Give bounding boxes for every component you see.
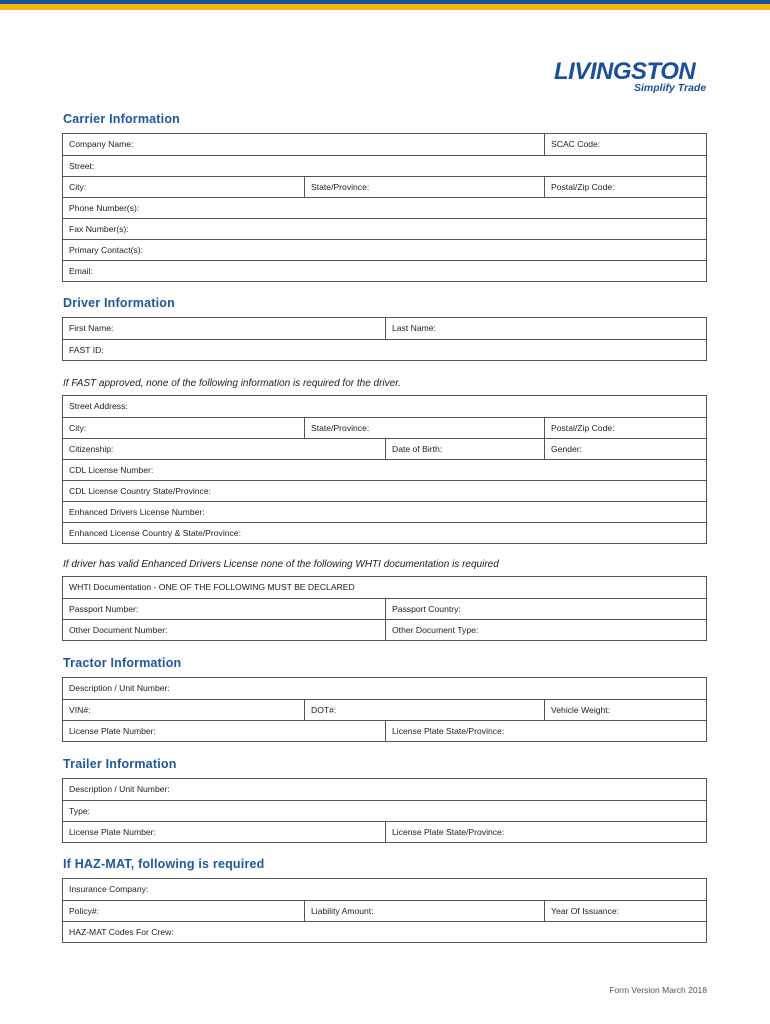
cdl-country-field[interactable]: CDL License Country State/Province:: [69, 486, 212, 496]
livingston-logo: [550, 52, 710, 98]
trailer-plate-state-field[interactable]: License Plate State/Province:: [385, 822, 706, 842]
citizenship-field[interactable]: Citizenship:: [69, 444, 114, 454]
policy-field[interactable]: Policy#:: [69, 906, 100, 916]
trailer-table: [62, 778, 707, 843]
street-address-field[interactable]: Street Address:: [69, 401, 128, 411]
phone-field[interactable]: Phone Number(s):: [69, 203, 140, 213]
driver-table: [62, 317, 707, 361]
fast-note: If FAST approved, none of the following information is required for the driver.: [63, 378, 401, 389]
table-row: [63, 501, 706, 522]
last-name-field[interactable]: Last Name:: [385, 318, 706, 339]
table-row: [63, 176, 706, 197]
hazmat-table: [62, 878, 707, 943]
liability-amount-field[interactable]: Liability Amount:: [304, 901, 544, 921]
table-row: [63, 921, 706, 942]
date-of-birth-field[interactable]: Date of Birth:: [385, 439, 544, 459]
driver-postal-field[interactable]: Postal/Zip Code:: [544, 418, 706, 438]
trailer-section-title: Trailer Information: [63, 757, 177, 771]
gender-field[interactable]: Gender:: [544, 439, 706, 459]
table-row: [63, 260, 706, 281]
scac-code-field[interactable]: SCAC Code:: [544, 134, 706, 155]
table-row: [63, 459, 706, 480]
driver-city-field[interactable]: City:: [69, 423, 87, 433]
whti-table: [62, 576, 707, 641]
driver-section-title: Driver Information: [63, 296, 175, 310]
top-color-bar: [0, 0, 770, 10]
vehicle-weight-field[interactable]: Vehicle Weight:: [544, 700, 706, 720]
primary-contact-field[interactable]: Primary Contact(s):: [69, 245, 144, 255]
edl-note: If driver has valid Enhanced Drivers License none of the following WHTI documentation is required: [63, 559, 499, 570]
table-row: [63, 900, 706, 921]
trailer-type-field[interactable]: Type:: [69, 806, 91, 816]
table-row: [63, 318, 706, 339]
table-row: [63, 577, 706, 598]
tractor-table: [62, 677, 707, 742]
table-row: [63, 598, 706, 619]
table-row: [63, 678, 706, 699]
enhanced-license-country-field[interactable]: Enhanced License Country & State/Province:: [69, 528, 241, 538]
hazmat-codes-field[interactable]: HAZ-MAT Codes For Crew:: [69, 927, 174, 937]
table-row: [63, 800, 706, 821]
carrier-section-title: Carrier Information: [63, 112, 181, 126]
table-row: [63, 720, 706, 741]
table-row: [63, 339, 706, 360]
dot-field[interactable]: DOT#:: [304, 700, 544, 720]
tractor-section-title: Tractor Information: [63, 656, 182, 670]
other-document-number-field[interactable]: Other Document Number:: [69, 625, 168, 635]
table-row: [63, 699, 706, 720]
table-row: [63, 417, 706, 438]
table-row: [63, 134, 706, 155]
passport-number-field[interactable]: Passport Number:: [69, 604, 139, 614]
cdl-number-field[interactable]: CDL License Number:: [69, 465, 154, 475]
logo-tagline: Simplify Trade: [634, 82, 707, 94]
hazmat-section-title: If HAZ-MAT, following is required: [63, 857, 265, 871]
table-row: [63, 197, 706, 218]
city-field[interactable]: City:: [69, 182, 87, 192]
fax-field[interactable]: Fax Number(s):: [69, 224, 129, 234]
driver-details-table: [62, 395, 707, 544]
table-row: [63, 480, 706, 501]
trailer-plate-field[interactable]: License Plate Number:: [69, 827, 156, 837]
logo-wordmark: LIVINGSTON: [554, 58, 696, 85]
insurance-company-field[interactable]: Insurance Company:: [69, 884, 149, 894]
tractor-plate-field[interactable]: License Plate Number:: [69, 726, 156, 736]
table-row: [63, 239, 706, 260]
table-row: [63, 218, 706, 239]
table-row: [63, 155, 706, 176]
company-name-field[interactable]: Company Name:: [69, 139, 134, 149]
first-name-field[interactable]: First Name:: [69, 323, 114, 333]
year-of-issuance-field[interactable]: Year Of Issuance:: [544, 901, 706, 921]
fast-id-field[interactable]: FAST ID:: [69, 345, 104, 355]
table-row: [63, 522, 706, 543]
table-row: [63, 438, 706, 459]
postal-field[interactable]: Postal/Zip Code:: [544, 177, 706, 197]
form-version: Form Version March 2018: [609, 985, 707, 995]
driver-state-field[interactable]: State/Province:: [304, 418, 544, 438]
tractor-plate-state-field[interactable]: License Plate State/Province:: [385, 721, 706, 741]
carrier-table: [62, 133, 707, 282]
trailer-description-field[interactable]: Description / Unit Number:: [69, 784, 170, 794]
whti-heading: WHTI Documentation - ONE OF THE FOLLOWING MUST BE DECLARED: [69, 582, 355, 592]
tractor-description-field[interactable]: Description / Unit Number:: [69, 683, 170, 693]
enhanced-license-number-field[interactable]: Enhanced Drivers License Number:: [69, 507, 205, 517]
table-row: [63, 821, 706, 842]
street-field[interactable]: Street:: [69, 161, 95, 171]
top-yellow-stripe: [0, 4, 770, 10]
email-field[interactable]: Email:: [69, 266, 93, 276]
table-row: [63, 396, 706, 417]
other-document-type-field[interactable]: Other Document Type:: [385, 620, 706, 640]
table-row: [63, 879, 706, 900]
table-row: [63, 619, 706, 640]
state-field[interactable]: State/Province:: [304, 177, 544, 197]
table-row: [63, 779, 706, 800]
passport-country-field[interactable]: Passport Country:: [385, 599, 706, 619]
vin-field[interactable]: VIN#:: [69, 705, 91, 715]
